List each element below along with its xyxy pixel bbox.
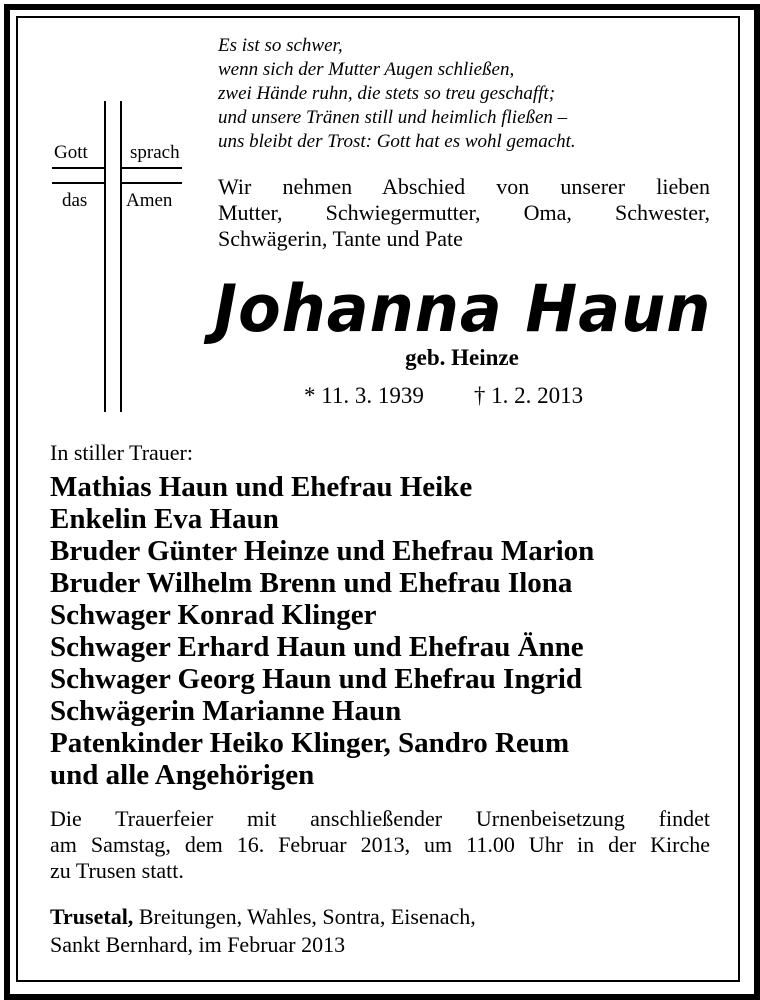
intro-line: Mutter, Schwiegermutter, Oma, Schwester,: [218, 200, 710, 225]
cross-bar-bottom: [52, 182, 182, 184]
mourner-entry: Schwägerin Marianne Haun: [50, 695, 402, 727]
death-date: † 1. 2. 2013: [473, 383, 584, 408]
poem-line: Es ist so schwer,: [218, 35, 343, 56]
cross-word-sprach: sprach: [130, 142, 180, 163]
cross-word-gott: Gott: [54, 142, 88, 163]
funeral-service-info: [50, 806, 710, 884]
mourner-entry: Bruder Wilhelm Brenn und Ehefrau Ilona: [50, 567, 573, 599]
intro-line: Schwägerin, Tante und Pate: [218, 226, 463, 251]
farewell-intro: [218, 174, 710, 252]
poem-line: zwei Hände ruhn, die stets so treu geschafft;: [218, 83, 556, 104]
cross-word-das: das: [62, 190, 88, 211]
other-places: Breitungen, Wahles, Sontra, Eisenach,: [133, 904, 476, 929]
mourner-entry: Mathias Haun und Ehefrau Heike: [50, 471, 473, 503]
mourners-list: [50, 471, 594, 791]
mourner-entry: Schwager Georg Haun und Ehefrau Ingrid: [50, 663, 583, 695]
mourners-label: In stiller Trauer:: [50, 440, 193, 465]
life-dates: [304, 383, 583, 409]
places-line-2: Sankt Bernhard, im Februar 2013: [50, 932, 346, 957]
service-line: am Samstag, dem 16. Februar 2013, um 11.00 Uhr in der Kirche: [50, 832, 710, 857]
service-line: Die Trauerfeier mit anschließender Urnenbeisetzung findet: [50, 806, 710, 831]
mourner-entry: Bruder Günter Heinze und Ehefrau Marion: [50, 535, 595, 567]
poem-line: wenn sich der Mutter Augen schließen,: [218, 59, 515, 80]
poem: [218, 34, 576, 154]
cross-bar-top: [52, 167, 182, 169]
mourner-entry: und alle Angehörigen: [50, 759, 315, 791]
cross-bar-left: [104, 101, 106, 412]
places-and-date: [50, 903, 476, 959]
poem-line: uns bleibt der Trost: Gott hat es wohl gemacht.: [218, 131, 576, 152]
cross-word-amen: Amen: [126, 190, 173, 211]
cross-bar-right: [120, 101, 122, 412]
places-line-1: [50, 903, 476, 931]
maiden-name: geb. Heinze: [405, 345, 519, 370]
birth-date: * 11. 3. 1939: [304, 383, 424, 408]
main-place: Trusetal,: [50, 904, 134, 929]
intro-line: Wir nehmen Abschied von unserer lieben: [218, 174, 710, 199]
mourner-entry: Enkelin Eva Haun: [50, 503, 279, 535]
deceased-name: Johanna Haun: [214, 270, 712, 347]
mourner-entry: Schwager Erhard Haun und Ehefrau Änne: [50, 631, 584, 663]
poem-line: und unsere Tränen still und heimlich fließen –: [218, 107, 568, 128]
service-line: zu Trusen statt.: [50, 858, 184, 883]
mourner-entry: Patenkinder Heiko Klinger, Sandro Reum: [50, 727, 570, 759]
mourner-entry: Schwager Konrad Klinger: [50, 599, 377, 631]
